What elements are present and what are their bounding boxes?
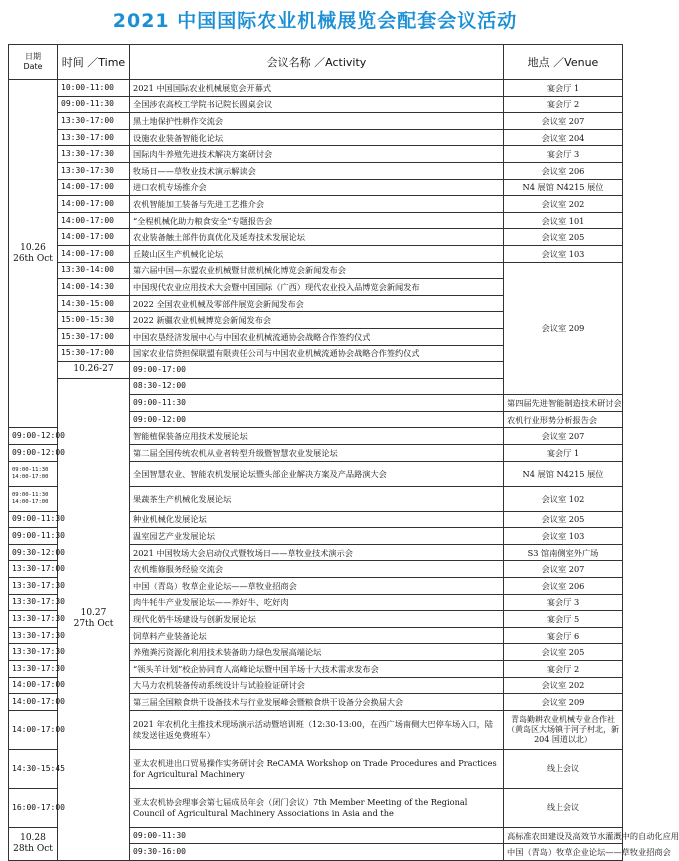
venue-cell: 宴会厅 5 [504, 611, 623, 628]
time-cell: 09:30-12:00 [9, 544, 58, 561]
activity-cell: 2021 中国国际农业机械展览会开幕式 [130, 80, 504, 97]
venue-cell: 会议室 101 [504, 212, 623, 229]
venue-cell: 会议室 102 [504, 486, 623, 511]
time-cell: 13:30-14:00 [58, 262, 130, 279]
activity-cell: 国家农业信贷担保联盟有限责任公司与中国农业机械流通协会战略合作签约仪式 [130, 345, 504, 362]
time-header: 时间 ／Time [58, 45, 130, 80]
table-row [9, 129, 623, 146]
time-cell: 09:00-12:00 [9, 445, 58, 462]
time-cell: 09:00-11:30 14:00-17:00 [9, 461, 58, 486]
venue-cell: 会议室 209 [504, 262, 623, 395]
time-cell: 13:30-17:30 [9, 627, 58, 644]
activity-cell: 农机智能加工装备与先进工艺推介会 [130, 196, 504, 213]
venue-cell: 线上会议 [504, 749, 623, 788]
activity-cell: 农机维修服务经验交流会 [130, 561, 504, 578]
time-cell: 09:00-12:00 [130, 411, 504, 428]
time-cell: 14:00-17:00 [9, 710, 58, 749]
schedule-body [9, 80, 679, 861]
activity-cell: 第六届中国—东盟农业机械暨甘蔗机械化博览会新闻发布会 [130, 262, 504, 279]
date-header-en: Date [23, 62, 43, 71]
time-cell: 15:30-17:00 [58, 345, 130, 362]
time-cell: 13:30-17:30 [9, 594, 58, 611]
activity-cell: 牧场日——草牧业技术演示解读会 [130, 162, 504, 179]
time-cell: 13:30-17:30 [58, 162, 130, 179]
time-cell: 09:00-11:30 14:00-17:00 [9, 486, 58, 511]
activity-cell: 高标准农田建设及高效节水灌溉中的自动化应用 [504, 827, 623, 844]
venue-cell: 宴会厅 2 [504, 96, 623, 113]
venue-cell: 会议室 103 [504, 245, 623, 262]
venue-cell: 会议室 205 [504, 511, 623, 528]
time-cell: 09:00-11:30 [130, 827, 504, 844]
time-cell: 09:00-17:00 [130, 362, 504, 379]
activity-cell: 中国农垦经济发展中心与中国农业机械流通协会战略合作签约仪式 [130, 328, 504, 345]
activity-cell: 饲草料产业装备论坛 [130, 627, 504, 644]
date-cell: 10.26-27 [58, 362, 130, 379]
date-cell: 10.28 28th Oct [9, 827, 58, 860]
time-cell: 09:00-11:30 [130, 395, 504, 412]
table-row [9, 80, 623, 97]
time-cell: 09:30-16:00 [130, 844, 504, 861]
activity-cell: 黑土地保护性耕作交流会 [130, 113, 504, 130]
venue-cell: 宴会厅 1 [504, 445, 623, 462]
venue-cell: 会议室 207 [504, 113, 623, 130]
time-cell: 14:00-17:00 [9, 694, 58, 711]
activity-cell: 中国现代农业应用技术大会暨中国国际（广西）现代农业投入品博览会新闻发布 [130, 279, 504, 296]
venue-cell: 会议室 202 [504, 196, 623, 213]
activity-cell: 种业机械化发展论坛 [130, 511, 504, 528]
table-row [9, 262, 623, 279]
venue-cell: 宴会厅 3 [504, 594, 623, 611]
venue-cell: 会议室 207 [504, 428, 623, 445]
date-header [9, 45, 58, 80]
activity-cell: 大马力农机装备传动系统设计与试验验证研讨会 [130, 677, 504, 694]
time-cell: 09:00-11:30 [58, 96, 130, 113]
time-cell: 09:00-12:00 [9, 428, 58, 445]
activity-cell: 2021 年农机化主推技术现场演示活动暨培训班（12:30-13:00，在西广场南侧大巴停车场入口，陆续发送往返免费班车） [130, 710, 504, 749]
activity-header: 会议名称 ／Activity [130, 45, 504, 80]
time-cell: 14:00-17:00 [58, 179, 130, 196]
activity-cell: 2022 全国农业机械及零部件展览会新闻发布会 [130, 295, 504, 312]
venue-cell: N4 展馆 N4215 展位 [504, 461, 623, 486]
time-cell: 10:00-11:00 [58, 80, 130, 97]
table-row [9, 179, 623, 196]
venue-cell: 线上会议 [504, 788, 623, 827]
venue-cell: 宴会厅 6 [504, 627, 623, 644]
time-cell: 14:00-17:00 [58, 196, 130, 213]
time-cell: 13:30-17:00 [9, 561, 58, 578]
venue-cell: 会议室 205 [504, 644, 623, 661]
table-row [9, 162, 623, 179]
venue-cell: 会议室 205 [504, 229, 623, 246]
time-cell: 13:30-17:00 [58, 129, 130, 146]
time-cell: 14:00-14:30 [58, 279, 130, 296]
venue-cell: 宴会厅 2 [504, 661, 623, 678]
venue-cell: 宴会厅 1 [504, 80, 623, 97]
activity-cell: 中国（青岛）牧草企业论坛——草牧业招商会 [504, 844, 623, 861]
activity-cell: 亚太农机协会理事会第七届成员年会（闭门会议）7th Member Meeting of the Regional Council of Agricultural Machinery Associations in Asia and the [130, 788, 504, 827]
time-cell: 14:00-17:00 [58, 229, 130, 246]
venue-cell: S3 馆南侧室外广场 [504, 544, 623, 561]
activity-cell: 丘陵山区生产机械化论坛 [130, 245, 504, 262]
table-row [9, 146, 623, 163]
activity-cell: 农业装备触土部件仿真优化及延寿技术发展论坛 [130, 229, 504, 246]
activity-cell: 2022 新疆农业机械博览会新闻发布会 [130, 312, 504, 329]
date-header-cn: 日期 [25, 52, 41, 61]
time-cell: 13:30-17:30 [9, 661, 58, 678]
venue-cell: N4 展馆 N4215 展位 [504, 179, 623, 196]
time-cell: 14:00-17:00 [58, 212, 130, 229]
activity-cell: 肉牛牦牛产业发展论坛——养好牛、吃好肉 [130, 594, 504, 611]
venue-header: 地点 ／Venue [504, 45, 623, 80]
time-cell: 13:30-17:30 [9, 644, 58, 661]
activity-cell: 第二届全国传统农机从业者转型升级暨智慧农业发展论坛 [130, 445, 504, 462]
time-cell: 16:00-17:00 [9, 788, 58, 827]
activity-cell: 设施农业装备智能化论坛 [130, 129, 504, 146]
time-cell: 14:30-15:00 [58, 295, 130, 312]
time-cell: 13:30-17:30 [9, 578, 58, 595]
table-row [9, 196, 623, 213]
time-cell: 13:30-17:30 [9, 611, 58, 628]
venue-cell: 会议室 204 [504, 129, 623, 146]
time-cell: 15:00-15:30 [58, 312, 130, 329]
venue-cell: 会议室 207 [504, 561, 623, 578]
venue-cell: 会议室 209 [504, 694, 623, 711]
activity-cell: 全国智慧农业、智能农机发展论坛暨头部企业解决方案及产品路演大会 [130, 461, 504, 486]
activity-cell: 养殖粪污资源化利用技术装备助力绿色发展高端论坛 [130, 644, 504, 661]
table-row [9, 113, 623, 130]
time-cell: 09:00-11:30 [9, 511, 58, 528]
time-cell: 15:30-17:00 [58, 328, 130, 345]
activity-cell: 第三届全国粮食烘干设备技术与行业发展峰会暨粮食烘干设备分会换届大会 [130, 694, 504, 711]
time-cell: 14:00-17:00 [9, 677, 58, 694]
activity-cell: 中国（青岛）牧草企业论坛——草牧业招商会 [130, 578, 504, 595]
table-header-row [9, 45, 623, 80]
venue-cell: 宴会厅 3 [504, 146, 623, 163]
venue-cell: 会议室 206 [504, 578, 623, 595]
activity-cell: 亚太农机进出口贸易操作实务研讨会 ReCAMA Workshop on Trade Procedures and Practices for Agricultural Machinery [130, 749, 504, 788]
table-row [9, 212, 623, 229]
venue-cell: 会议室 103 [504, 528, 623, 545]
activity-cell: 进口农机专场推介会 [130, 179, 504, 196]
date-cell: 10.27 27th Oct [58, 378, 130, 860]
activity-cell: 果蔬茶生产机械化发展论坛 [130, 486, 504, 511]
time-cell: 13:30-17:00 [58, 113, 130, 130]
activity-cell: 国际肉牛养殖先进技术解决方案研讨会 [130, 146, 504, 163]
table-row [9, 96, 623, 113]
activity-cell: 智能植保装备应用技术发展论坛 [130, 428, 504, 445]
table-row [9, 229, 623, 246]
time-cell: 14:30-15:45 [9, 749, 58, 788]
time-cell: 09:00-11:30 [9, 528, 58, 545]
activity-cell: “领头羊计划”校企协同育人高峰论坛暨中国羊场十大技术需求发布会 [130, 661, 504, 678]
schedule-table [8, 44, 679, 861]
time-cell: 14:00-17:00 [58, 245, 130, 262]
activity-cell: “全程机械化助力粮食安全”专题报告会 [130, 212, 504, 229]
activity-cell: 全国涉农高校工学院书记院长圆桌会议 [130, 96, 504, 113]
activity-cell: 农机行业形势分析报告会 [504, 411, 623, 428]
time-cell: 08:30-12:00 [130, 378, 504, 395]
table-row [9, 245, 623, 262]
activity-cell: 温室园艺产业发展论坛 [130, 528, 504, 545]
activity-cell: 第四届先进智能制造技术研讨会 [504, 395, 623, 412]
page-title: 2021 中国国际农业机械展览会配套会议活动 [112, 10, 518, 32]
activity-cell: 2021 中国牧场大会启动仪式暨牧场日——草牧业技术演示会 [130, 544, 504, 561]
time-cell: 13:30-17:30 [58, 146, 130, 163]
date-cell: 10.26 26th Oct [9, 80, 58, 428]
venue-cell: 会议室 206 [504, 162, 623, 179]
activity-cell: 现代化奶牛场建设与创新发展论坛 [130, 611, 504, 628]
venue-cell: 青岛勤耕农业机械专业合作社（黄岛区大场镇于河子村北，新 204 国道以北） [504, 710, 623, 749]
venue-cell: 会议室 202 [504, 677, 623, 694]
